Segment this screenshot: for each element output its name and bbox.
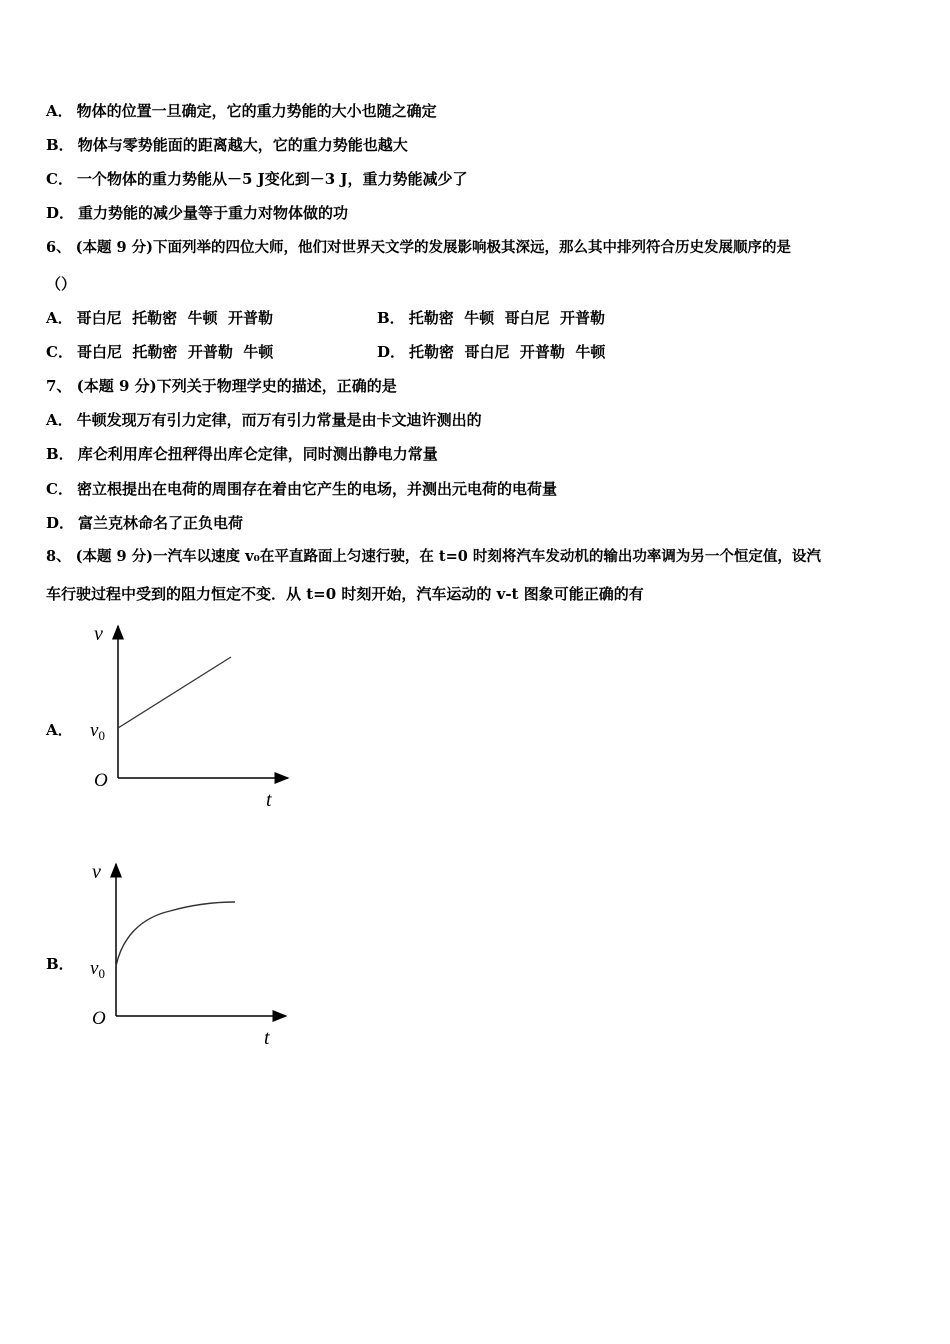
x-axis-label: t xyxy=(266,789,272,811)
q5-option-a xyxy=(46,101,437,121)
y-axis-label: v xyxy=(92,861,101,883)
option-text: 托勒密 哥白尼 开普勒 牛顿 xyxy=(409,343,606,361)
q7-stem: 7、 (本题 9 分)下列关于物理学史的描述，正确的是 xyxy=(46,377,397,395)
option-text: 一个物体的重力势能从－5 J变化到－3 J，重力势能减少了 xyxy=(76,170,468,188)
v0-label: $v_0$ xyxy=(90,720,105,743)
q7-option-c xyxy=(46,479,557,499)
option-text: 牛顿发现万有引力定律，而万有引力常量是由卡文迪许测出的 xyxy=(76,411,482,429)
option-label: C． xyxy=(46,170,73,188)
origin-label: O xyxy=(94,770,108,791)
option-label: C． xyxy=(46,480,73,498)
v-t-line xyxy=(118,657,231,728)
graph-a xyxy=(80,620,300,815)
option-label: D． xyxy=(46,514,75,532)
option-label: B． xyxy=(46,445,74,463)
option-label: D． xyxy=(377,343,406,361)
q6-option-d xyxy=(377,342,605,362)
option-label: D． xyxy=(46,204,75,222)
option-text: 哥白尼 托勒密 牛顿 开普勒 xyxy=(76,309,273,327)
option-label: B． xyxy=(46,136,74,154)
option-label: A． xyxy=(46,411,73,429)
v-t-curve xyxy=(116,902,235,966)
option-label: A． xyxy=(46,309,73,327)
q6-option-a xyxy=(46,308,273,328)
option-label: C． xyxy=(46,343,73,361)
option-text: 物体的位置一旦确定，它的重力势能的大小也随之确定 xyxy=(76,102,437,120)
q5-option-d xyxy=(46,203,348,223)
option-text: 密立根提出在电荷的周围存在着由它产生的电场，并测出元电荷的电荷量 xyxy=(76,480,557,498)
option-text: 富兰克林命名了正负电荷 xyxy=(78,514,244,532)
option-label: B． xyxy=(377,309,405,327)
v0-label: $v_0$ xyxy=(90,958,105,981)
x-axis-label: t xyxy=(264,1027,270,1049)
q6-stem-line2: （） xyxy=(46,275,77,293)
option-text: 库仑利用库仑扭秤得出库仑定律，同时测出静电力常量 xyxy=(77,445,438,463)
q7-option-a xyxy=(46,410,482,430)
q6-option-b xyxy=(377,308,605,328)
graph-b xyxy=(80,858,300,1053)
origin-label: O xyxy=(92,1008,106,1029)
graph-b-label: B． xyxy=(46,955,74,973)
option-text: 托勒密 牛顿 哥白尼 开普勒 xyxy=(408,309,606,327)
q5-option-b xyxy=(46,135,408,155)
q7-option-b xyxy=(46,444,438,464)
graph-a-label: A． xyxy=(46,721,73,739)
q6-stem-line1: 6、 (本题 9 分)下面列举的四位大师，他们对世界天文学的发展影响极其深远，那么其中排列符合历史发展顺序的是 xyxy=(46,239,792,256)
y-axis-label: v xyxy=(94,623,103,645)
q5-option-c xyxy=(46,169,467,189)
q8-stem-line1: 8、 (本题 9 分)一汽车以速度 v₀在平直路面上匀速行驶，在 t=0 时刻将汽车发动机的输出功率调为另一个恒定值，设汽 xyxy=(46,548,821,565)
q7-option-d xyxy=(46,513,243,533)
option-label: A． xyxy=(46,102,73,120)
option-text: 重力势能的减少量等于重力对物体做的功 xyxy=(78,204,349,222)
q8-stem-line2: 车行驶过程中受到的阻力恒定不变．从 t=0 时刻开始，汽车运动的 v-t 图象可能正确的有 xyxy=(46,585,644,603)
q6-option-c xyxy=(46,342,273,362)
option-text: 哥白尼 托勒密 开普勒 牛顿 xyxy=(76,343,274,361)
option-text: 物体与零势能面的距离越大，它的重力势能也越大 xyxy=(77,136,408,154)
